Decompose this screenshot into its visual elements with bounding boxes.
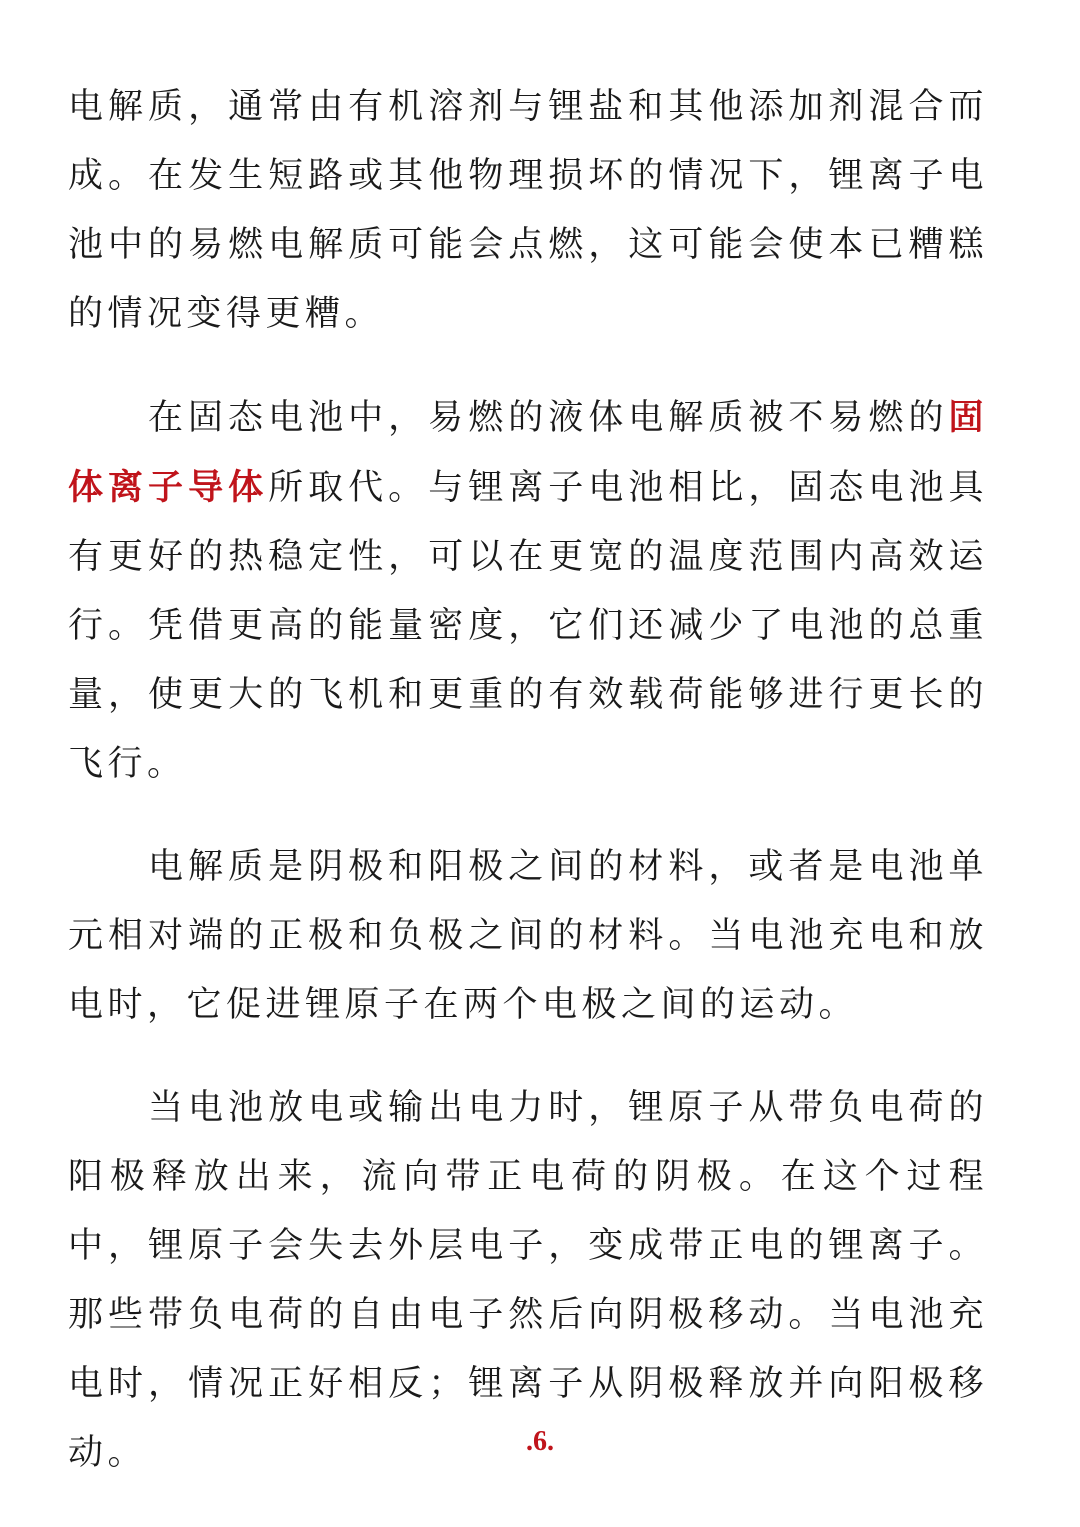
paragraph-2-text-before: 在固态电池中，易燃的液体电解质被不易燃的 xyxy=(148,398,949,438)
paragraph-3: 电解质是阴极和阳极之间的材料，或者是电池单元相对端的正极和负极之间的材料。当电池充电和放电时，它促进锂原子在两个电极之间的运动。 xyxy=(68,847,988,1025)
document-body xyxy=(68,73,988,1488)
paragraph-2 xyxy=(68,383,988,799)
paragraph-1: 电解质，通常由有机溶剂与锂盐和其他添加剂混合而成。在发生短路或其他物理损坏的情况下，锂离子电池中的易燃电解质可能会点燃，这可能会使本已糟糕的情况变得更糟。 xyxy=(68,87,988,334)
page-number: .6. xyxy=(526,1426,554,1457)
paragraph-2-text-after: 所取代。与锂离子电池相比，固态电池具有更好的热稳定性，可以在更宽的温度范围内高效运行。凭借更高的能量密度，它们还减少了电池的总重量，使更大的飞机和更重的有效载荷能够进行更长的飞行。 xyxy=(68,468,988,784)
paragraph-4: 当电池放电或输出电力时，锂原子从带负电荷的阳极释放出来，流向带正电荷的阴极。在这个过程中，锂原子会失去外层电子，变成带正电的锂离子。那些带负电荷的自由电子然后向阴极移动。当电池充电时，情况正好相反；锂离子从阴极释放并向阳极移动。 xyxy=(68,1088,988,1473)
highlighted-term: 固体离子导体 xyxy=(68,397,988,508)
